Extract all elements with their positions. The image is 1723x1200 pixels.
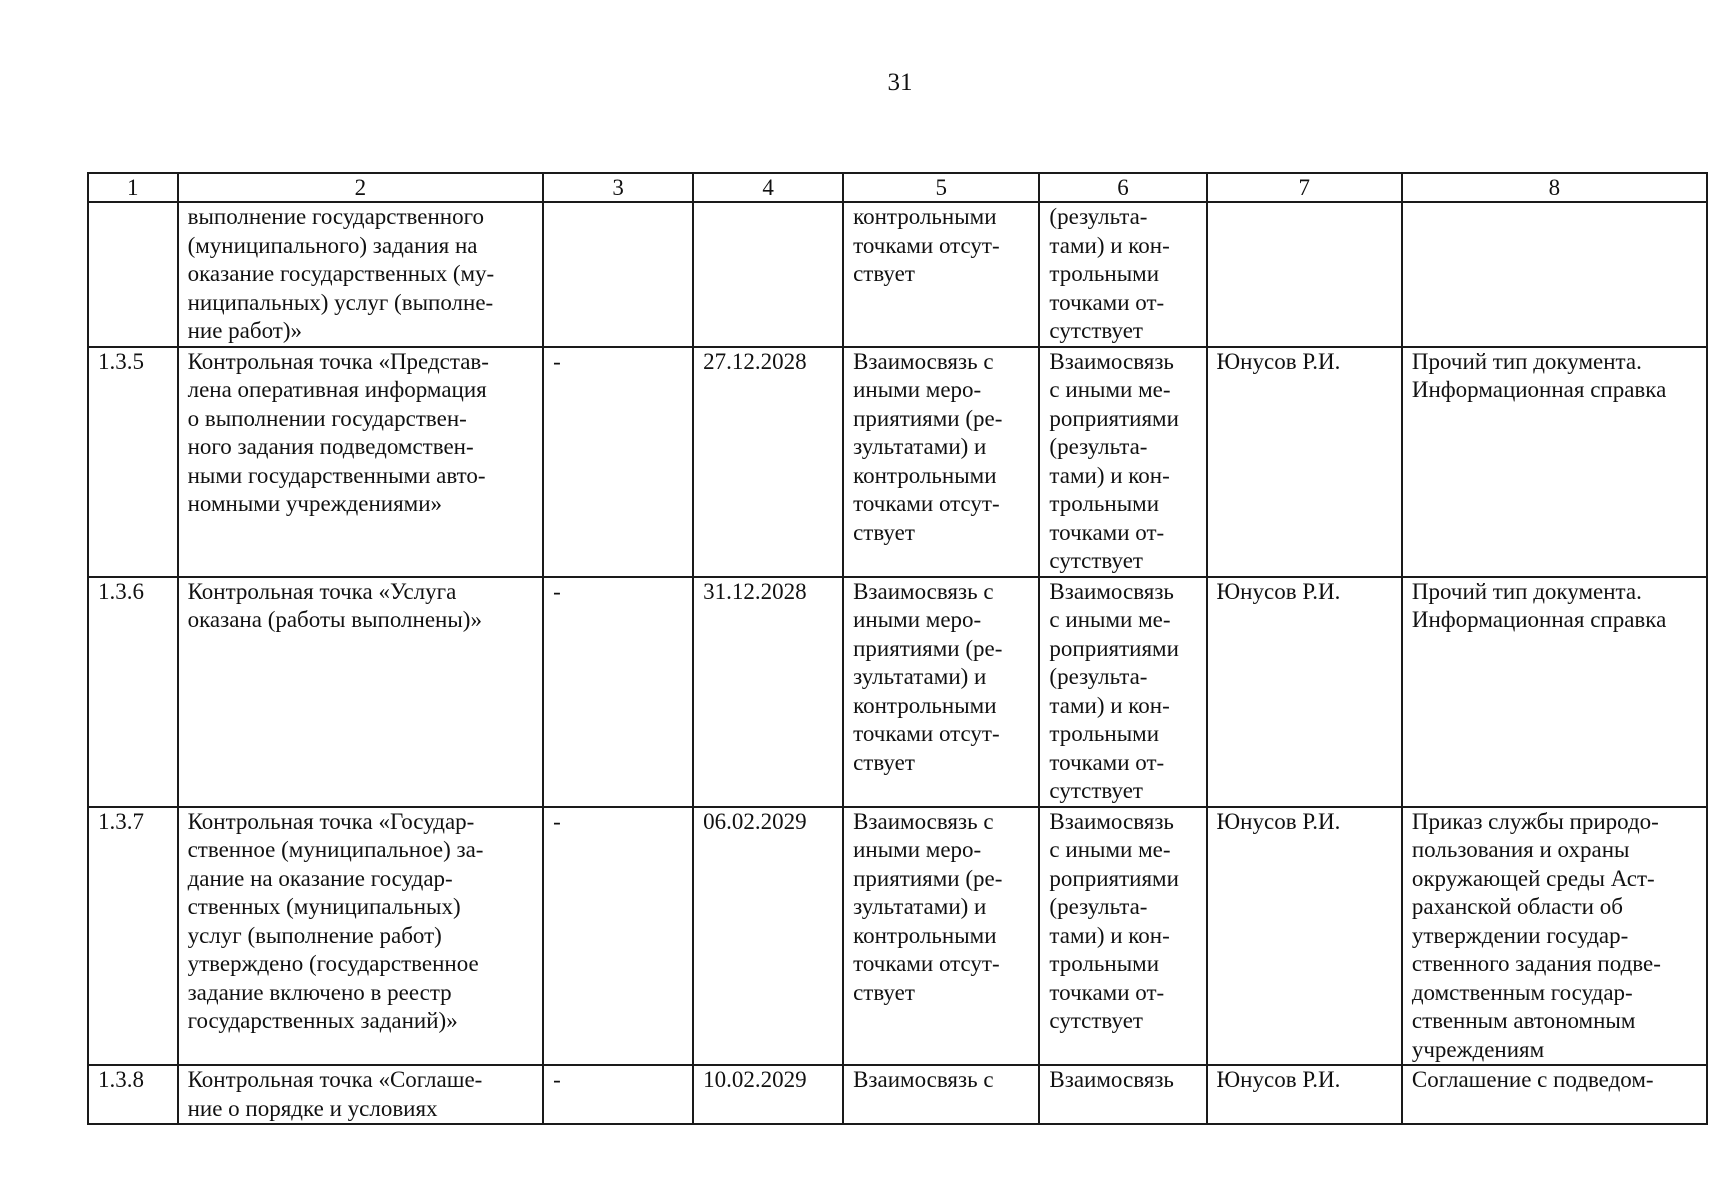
- column-header-5: 5: [843, 173, 1039, 202]
- column-header-2: 2: [178, 173, 543, 202]
- control-points-table: [87, 172, 1708, 1125]
- column-header-6: 6: [1039, 173, 1206, 202]
- row-document: Соглашение с подведом-: [1402, 1065, 1707, 1124]
- table-row: [88, 347, 1707, 577]
- row-link6: (результа- тами) и кон- трольными точками от- сутствует: [1039, 202, 1206, 347]
- row-number: [88, 202, 178, 347]
- row-date: [693, 202, 843, 347]
- row-link6: Взаимосвязь с иными ме- роприятиями (результа- тами) и кон- трольными точками от- сутствует: [1039, 577, 1206, 807]
- row-col3: -: [543, 1065, 693, 1124]
- row-link5: Взаимосвязь с: [843, 1065, 1039, 1124]
- table-header-row: [88, 173, 1707, 202]
- row-date: 27.12.2028: [693, 347, 843, 577]
- row-col3: [543, 202, 693, 347]
- row-responsible: Юнусов Р.И.: [1207, 577, 1402, 807]
- row-responsible: [1207, 202, 1402, 347]
- row-name: Контрольная точка «Государ- ственное (муниципальное) за- дание на оказание государ- ственных (муниципальных) услуг (выполнение работ) утверждено (государственное задание включено в реестр государственных заданий)»: [178, 807, 543, 1066]
- row-number: 1.3.5: [88, 347, 178, 577]
- column-header-1: 1: [88, 173, 178, 202]
- column-header-8: 8: [1402, 173, 1707, 202]
- row-responsible: Юнусов Р.И.: [1207, 347, 1402, 577]
- row-link5: Взаимосвязь с иными меро- приятиями (ре- зультатами) и контрольными точками отсут- ствует: [843, 577, 1039, 807]
- row-col3: -: [543, 577, 693, 807]
- row-name: Контрольная точка «Представ- лена оперативная информация о выполнении государствен- ного задания подведомствен- ными государственными авто- номными учреждениями»: [178, 347, 543, 577]
- row-name: Контрольная точка «Услуга оказана (работы выполнены)»: [178, 577, 543, 807]
- row-number: 1.3.7: [88, 807, 178, 1066]
- row-col3: -: [543, 807, 693, 1066]
- row-link6: Взаимосвязь: [1039, 1065, 1206, 1124]
- row-document: Прочий тип документа. Информационная справка: [1402, 577, 1707, 807]
- table-row: [88, 1065, 1707, 1124]
- row-link6: Взаимосвязь с иными ме- роприятиями (результа- тами) и кон- трольными точками от- сутствует: [1039, 347, 1206, 577]
- row-date: 31.12.2028: [693, 577, 843, 807]
- row-responsible: Юнусов Р.И.: [1207, 807, 1402, 1066]
- column-header-4: 4: [693, 173, 843, 202]
- page-number: 31: [887, 69, 913, 96]
- row-responsible: Юнусов Р.И.: [1207, 1065, 1402, 1124]
- row-date: 06.02.2029: [693, 807, 843, 1066]
- column-header-3: 3: [543, 173, 693, 202]
- row-link5: контрольными точками отсут- ствует: [843, 202, 1039, 347]
- column-header-7: 7: [1207, 173, 1402, 202]
- table-row: [88, 807, 1707, 1066]
- row-document: Приказ службы природо- пользования и охраны окружающей среды Аст- раханской области об утверждении государ- ственного задания подве- домственным государ- ственным автономным учреждениям: [1402, 807, 1707, 1066]
- row-link5: Взаимосвязь с иными меро- приятиями (ре- зультатами) и контрольными точками отсут- ствует: [843, 807, 1039, 1066]
- row-number: 1.3.8: [88, 1065, 178, 1124]
- table-row: [88, 577, 1707, 807]
- row-name: Контрольная точка «Соглаше- ние о порядке и условиях: [178, 1065, 543, 1124]
- row-document: Прочий тип документа. Информационная справка: [1402, 347, 1707, 577]
- row-name: выполнение государственного (муниципального) задания на оказание государственных (му- ниципальных) услуг (выполне- ние работ)»: [178, 202, 543, 347]
- row-link5: Взаимосвязь с иными меро- приятиями (ре- зультатами) и контрольными точками отсут- ствует: [843, 347, 1039, 577]
- row-number: 1.3.6: [88, 577, 178, 807]
- table-row: [88, 202, 1707, 347]
- row-document: [1402, 202, 1707, 347]
- row-col3: -: [543, 347, 693, 577]
- row-date: 10.02.2029: [693, 1065, 843, 1124]
- row-link6: Взаимосвязь с иными ме- роприятиями (результа- тами) и кон- трольными точками от- сутствует: [1039, 807, 1206, 1066]
